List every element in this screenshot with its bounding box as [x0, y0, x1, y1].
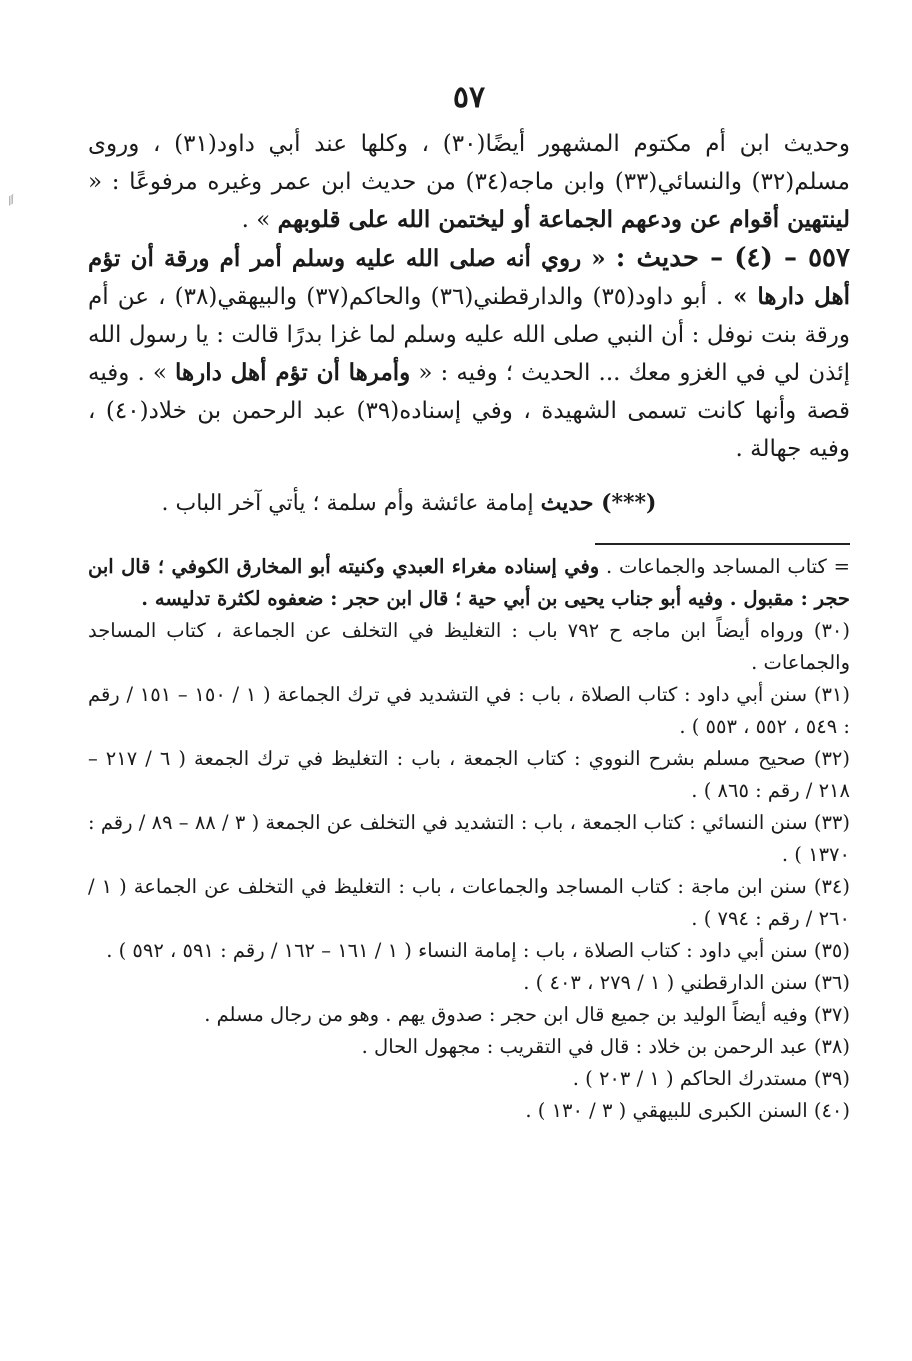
hadith-text-a: . أبو داود(٣٥) والدارقطني(٣٦) والحاكم(٣٧) والبيهقي(٣٨) ، عن أم ورقة بنت نوفل : أن النبي صلى الله عليه وسلم لما غزا بدرًا قالت : يا رسول الله إئذن لي في الغزو معك ... الحديث ؛ وفيه : « [88, 284, 850, 386]
document-page [88, 80, 850, 1127]
hadith-number: ٥٥٧ – (٤) – حديث : [615, 243, 850, 273]
footnote-30: (٣٠) ورواه أيضاً ابن ماجه ح ٧٩٢ باب : التغليظ في التخلف عن الجماعة ، كتاب المساجد والجماعات . [88, 619, 850, 674]
paragraph-1-bold: لينتهين أقوام عن ودعهم الجماعة أو ليختمن الله على قلوبهم [277, 206, 850, 233]
paragraph-1-text-b: » . [241, 207, 278, 233]
footnote-37: (٣٧) وفيه أيضاً الوليد بن جميع قال ابن حجر : صدوق يهم . وهو من رجال مسلم . [204, 1003, 850, 1026]
margin-scribble: ⁄⁄⁄ [5, 193, 17, 208]
note-bold: (***) حديث [540, 490, 657, 516]
footnote-38: (٣٨) عبد الرحمن بن خلاد : قال في التقريب : مجهول الحال . [361, 1035, 850, 1058]
paragraph-1-text-a: وحديث ابن أم مكتوم المشهور أيضًا(٣٠) ، وكلها عند أبي داود(٣١) ، وروى مسلم(٣٢) والنسائي(٣٣) وابن ماجه(٣٤) من حديث ابن عمر وغيره مرفوعًا : « [88, 131, 850, 195]
hadith-557 [88, 239, 850, 468]
note-line [88, 484, 850, 523]
hadith-bold-b: وأمرها أن تؤم أهل دارها [174, 359, 411, 386]
footnote-40: (٤٠) السنن الكبرى للبيهقي ( ٣ / ١٣٠ ) . [525, 1099, 850, 1122]
footnotes [88, 551, 850, 1127]
hadith-bold-a: « روي أنه صلى الله عليه وسلم أمر أم ورقة أن تؤم أهل دارها » [88, 245, 850, 310]
footnote-divider [595, 543, 850, 545]
footnote-39: (٣٩) مستدرك الحاكم ( ١ / ٢٠٣ ) . [572, 1067, 850, 1090]
note-text: إمامة عائشة وأم سلمة ؛ يأتي آخر الباب . [161, 491, 541, 516]
main-text [88, 125, 850, 523]
footnote-32: (٣٢) صحيح مسلم بشرح النووي : كتاب الجمعة ، باب : التغليظ في ترك الجمعة ( ٦ / ٢١٧ – ٢١٨ / رقم : ٨٦٥ ) . [88, 747, 850, 802]
footnote-35: (٣٥) سنن أبي داود : كتاب الصلاة ، باب : إمامة النساء ( ١ / ١٦١ – ١٦٢ / رقم : ٥٩١ ، ٥٩٢ ) . [106, 939, 850, 962]
footnote-34: (٣٤) سنن ابن ماجة : كتاب المساجد والجماعات ، باب : التغليظ في التخلف عن الجماعة ( ١ / ٢٦٠ / رقم : ٧٩٤ ) . [88, 875, 850, 930]
footnote-33: (٣٣) سنن النسائي : كتاب الجمعة ، باب : التشديد في التخلف عن الجمعة ( ٣ / ٨٨ – ٨٩ / رقم : ١٣٧٠ ) . [88, 811, 851, 866]
hadith-text-b: » . وفيه قصة وأنها كانت تسمى الشهيدة ، وفي إسناده(٣٩) عبد الرحمن بن خلاد(٤٠) ، وفيه جهالة . [88, 360, 850, 462]
footnote-36: (٣٦) سنن الدارقطني ( ١ / ٢٧٩ ، ٤٠٣ ) . [523, 971, 850, 994]
paragraph-1 [88, 125, 850, 239]
footnote-continuation [88, 551, 850, 615]
footnote-31: (٣١) سنن أبي داود : كتاب الصلاة ، باب : في التشديد في ترك الجماعة ( ١ / ١٥٠ – ١٥١ / رقم : ٥٤٩ ، ٥٥٢ ، ٥٥٣ ) . [88, 683, 851, 738]
footnote-continuation-text: = كتاب المساجد والجماعات . [599, 555, 850, 578]
footnote-continuation-bold: وفي إسناده مغراء العبدي وكنيته أبو المخارق الكوفي ؛ قال ابن حجر : مقبول . وفيه أبو جناب يحيى بن أبي حية ؛ قال ابن حجر : ضعفوه لكثرة تدليسه . [88, 555, 850, 610]
page-number: ٥٧ [452, 80, 486, 115]
